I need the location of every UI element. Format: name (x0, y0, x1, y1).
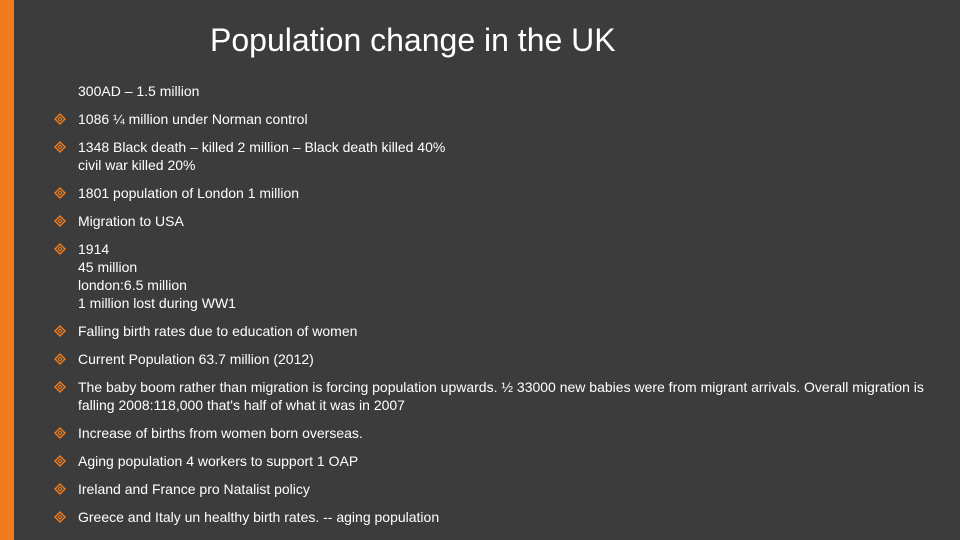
bullet-text: Migration to USA (78, 213, 184, 229)
diamond-outline-icon (54, 110, 78, 125)
bullet-text: The baby boom rather than migration is forcing population upwards. ½ 33000 new babies were from migrant arrivals. Overall migration is falling 2008:118,000 that's half of what it was in 2007 (78, 379, 924, 413)
accent-stripe (0, 0, 36, 540)
bullet-item (54, 184, 924, 202)
bullet-item (54, 480, 924, 498)
bullet-item (54, 378, 924, 414)
bullet-item (54, 110, 924, 128)
bullet-text: Falling birth rates due to education of women (78, 323, 358, 339)
bullet-text: 1914 45 million london:6.5 million 1 million lost during WW1 (78, 241, 236, 311)
bullet-item (54, 424, 924, 442)
bullet-text: 1086 ¼ million under Norman control (78, 111, 308, 127)
bullet-text: Current Population 63.7 million (2012) (78, 351, 314, 367)
diamond-outline-icon (54, 378, 78, 393)
bullet-item (54, 322, 924, 340)
bullet-item (54, 452, 924, 470)
diamond-outline-icon (54, 480, 78, 495)
bullet-text: Increase of births from women born overseas. (78, 425, 363, 441)
bullet-item (54, 350, 924, 368)
diamond-outline-icon (54, 508, 78, 523)
diamond-outline-icon (54, 350, 78, 365)
bullet-item (54, 508, 924, 526)
diamond-outline-icon (54, 138, 78, 153)
bullet-item (54, 212, 924, 230)
bullet-text: 1348 Black death – killed 2 million – Black death killed 40% civil war killed 20% (78, 139, 446, 173)
bullet-text: 300AD – 1.5 million (78, 83, 200, 99)
bullet-item (54, 240, 924, 312)
diamond-outline-icon (54, 424, 78, 439)
bullet-list (54, 82, 924, 536)
slide-title: Population change in the UK (210, 22, 616, 58)
bullet-item (54, 138, 924, 174)
bullet-text: Greece and Italy un healthy birth rates. -- aging population (78, 509, 440, 525)
bullet-text: 1801 population of London 1 million (78, 185, 300, 201)
diamond-outline-icon (54, 452, 78, 467)
bullet-text: Aging population 4 workers to support 1 OAP (78, 453, 359, 469)
diamond-outline-icon (54, 212, 78, 227)
diamond-outline-icon (54, 184, 78, 199)
diamond-outline-icon (54, 240, 78, 255)
bullet-item (54, 82, 924, 100)
diamond-outline-icon (54, 322, 78, 337)
bullet-text: Ireland and France pro Natalist policy (78, 481, 310, 497)
